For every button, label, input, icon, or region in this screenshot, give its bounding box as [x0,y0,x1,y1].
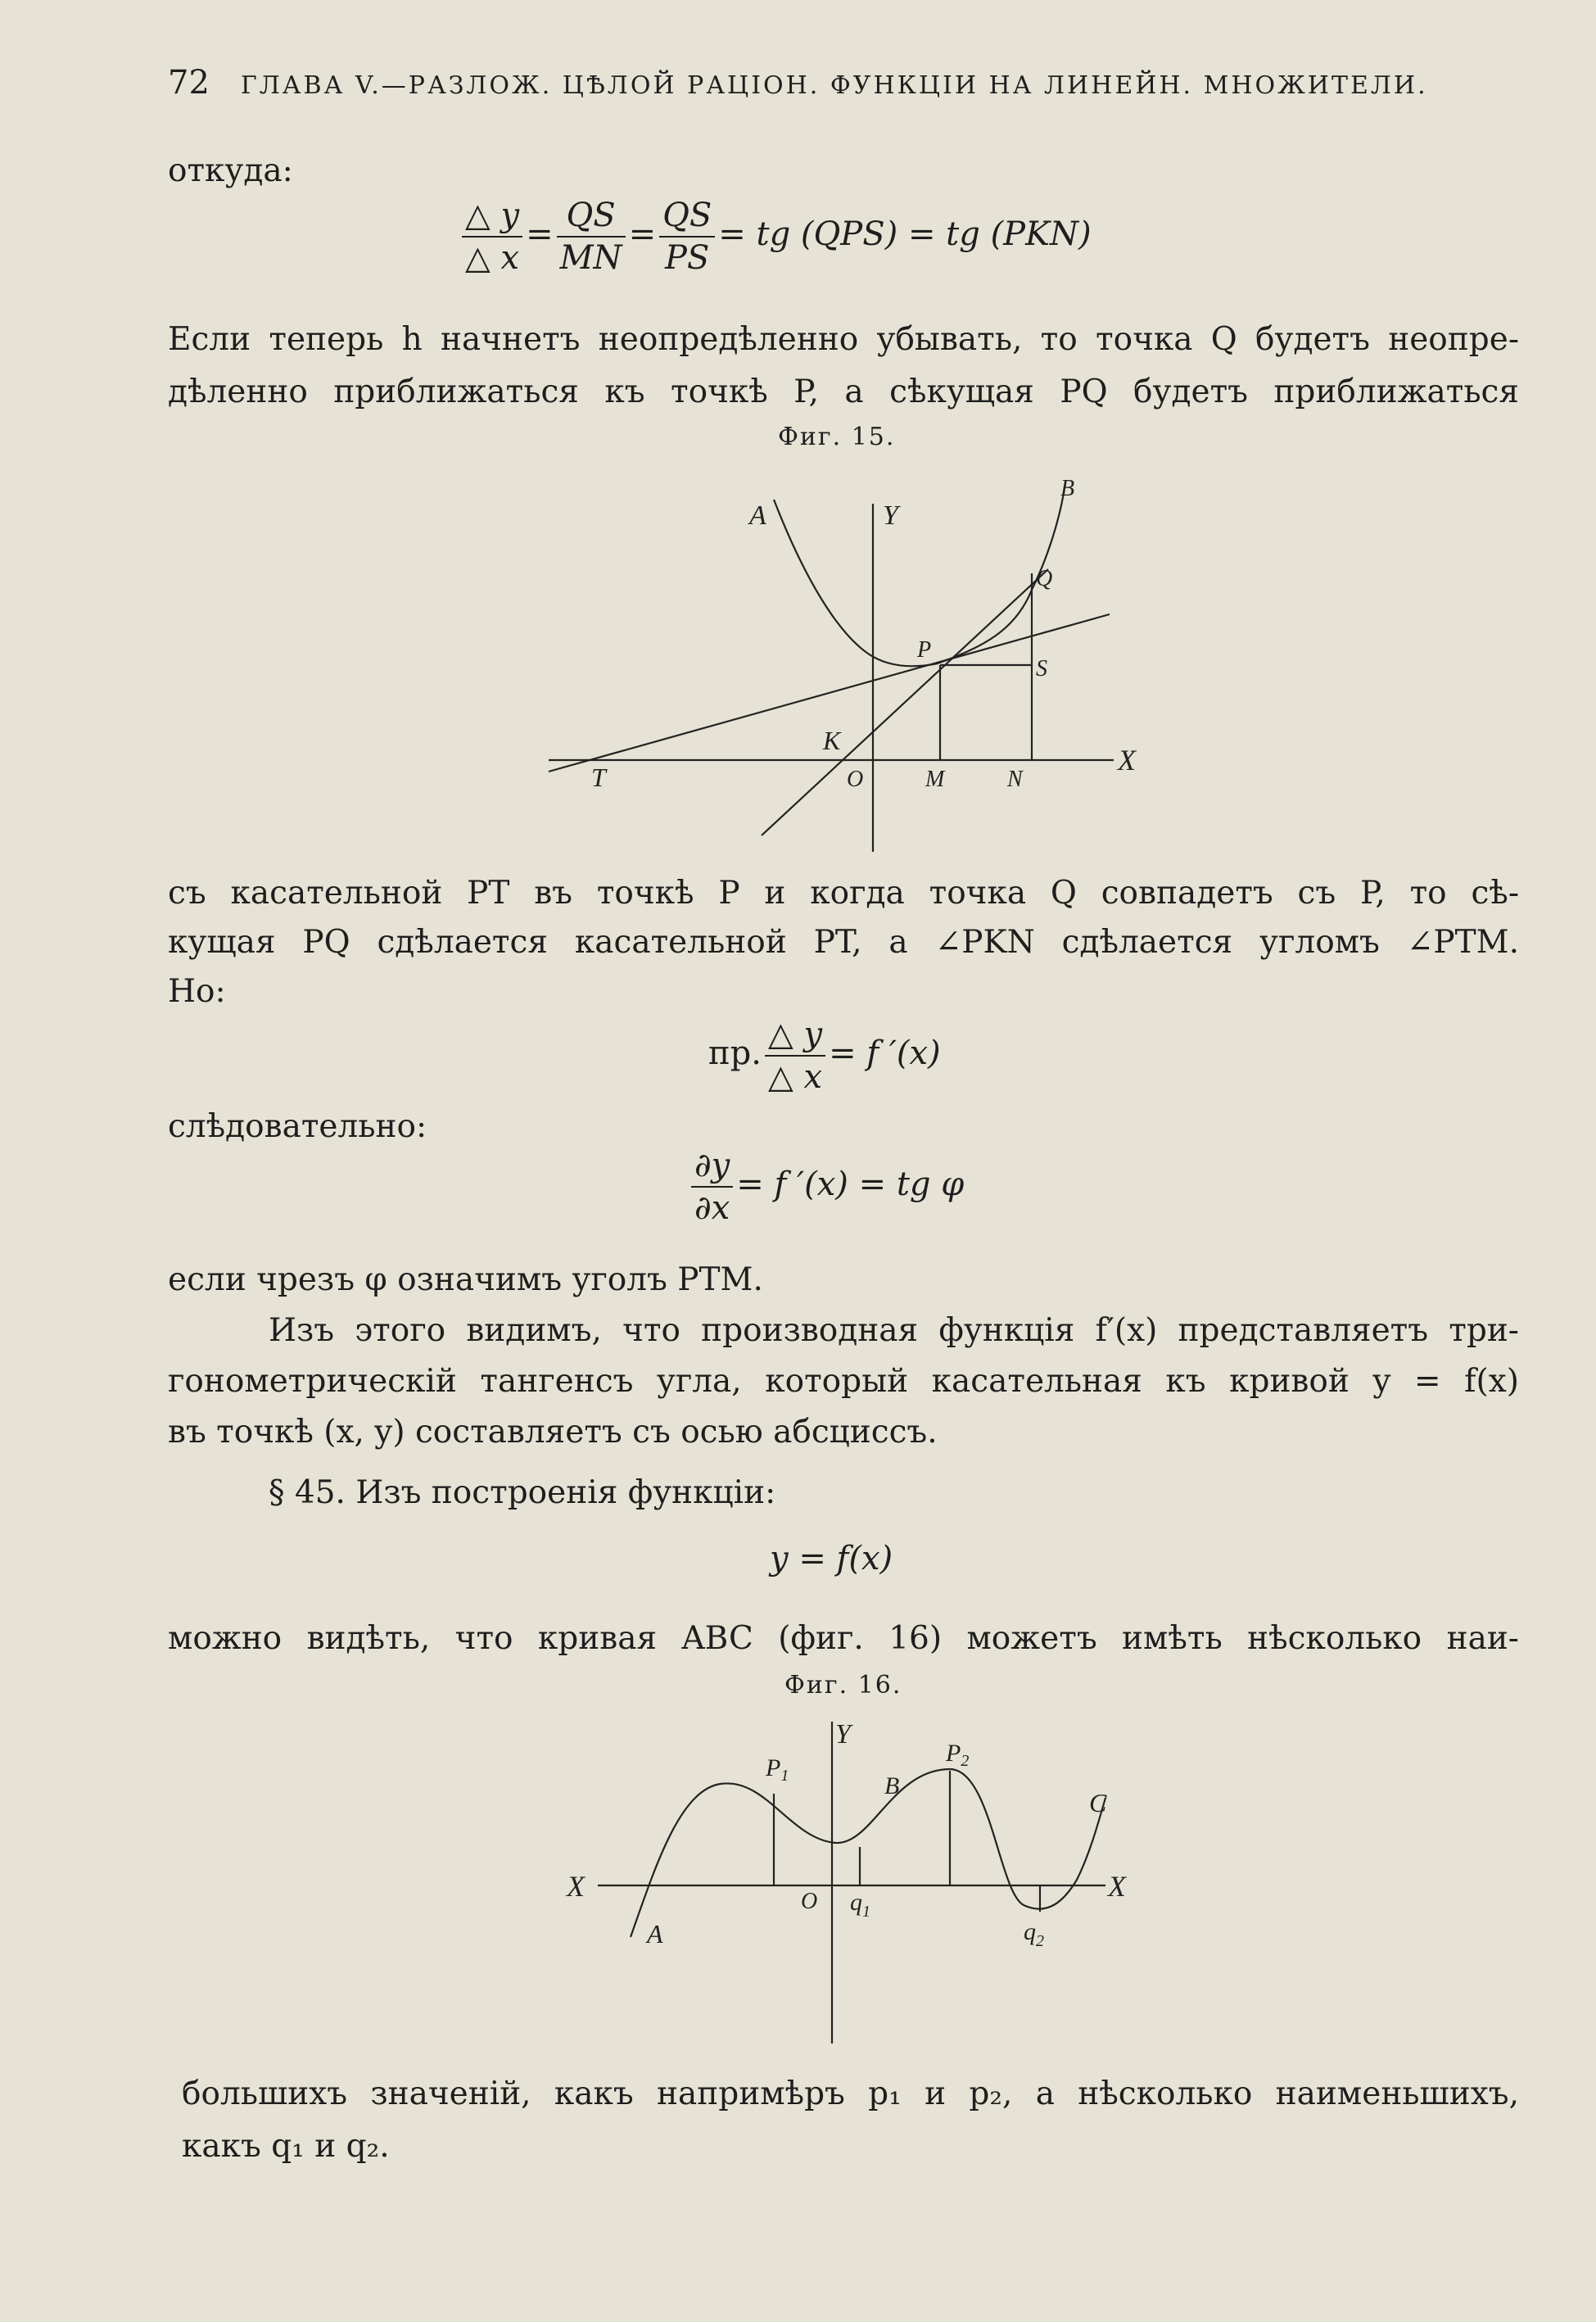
label-x-left: X [567,1870,585,1903]
paragraph-1-line-1: Если теперь h начнетъ неопредѣленно убывать, то точка Q будетъ неопре- [168,321,1519,358]
formula-limit: пр. $\frac{\triangle y}{\triangle x}$ = f ′(x) [708,1016,941,1096]
figure-15-caption: Фиг. 15. [778,423,896,451]
section-45-heading: § 45. Изъ построенія функціи: [269,1474,776,1511]
label-b: B [1060,476,1075,501]
fraction-limit-dy-dx: $\frac{\triangle y}{\triangle x}$ [765,1016,825,1096]
fraction-partial-dy-dx: $\frac{\partial y}{\partial x}$ [691,1147,733,1227]
label-p2: $P_2$ [946,1740,970,1770]
label-q: Q [1036,566,1053,591]
fraction-qs-mn: $\frac{QS}{MN}$ [557,197,626,277]
running-title: ГЛАВА V.—РАЗЛОЖ. ЦѢЛОЙ РАЦІОН. ФУНКЦІИ НА ЛИНЕЙН. МНОЖИТЕЛИ. [240,71,1428,100]
label-y: Y [835,1719,851,1749]
label-k: K [823,726,841,755]
paragraph-2-line-1: съ касательной PT въ точкѣ P и когда точка Q совпадетъ съ P, то сѣ- [168,875,1519,912]
text-sledovatelno: слѣдовательно: [168,1108,427,1145]
label-b: B [884,1772,900,1799]
label-a: A [749,500,766,531]
paragraph-3-line-3: въ точкѣ (x, y) составляетъ съ осью абсциссъ. [168,1414,938,1451]
fraction-qs-ps: $\frac{QS}{PS}$ [659,197,715,277]
label-n: N [1007,767,1023,792]
paragraph-3-line-1: Изъ этого видимъ, что производная функція f′(x) представляетъ три- [269,1312,1519,1349]
secant-line-pq [762,569,1048,835]
label-t: T [591,763,606,792]
label-p1: $P_1$ [766,1754,789,1785]
label-x-right: X [1108,1870,1126,1903]
text-otkuda: откуда: [168,152,293,189]
paragraph-2-line-2: кущая PQ сдѣлается касательной PT, а ∠PKN сдѣлается угломъ ∠PTM. [168,924,1519,961]
figure-15-tangent-diagram [524,467,1136,860]
formula-y-fx: y = f(x) [770,1540,893,1577]
label-s: S [1036,656,1047,681]
paragraph-5-line-1: большихъ значеній, какъ напримѣръ p₁ и p₂, а нѣсколько наименьшихъ, [182,2075,1519,2112]
label-a: A [647,1919,663,1949]
label-o: O [801,1889,818,1914]
label-y: Y [883,500,898,531]
paragraph-4-line-1: можно видѣть, что кривая ABC (фиг. 16) можетъ имѣть нѣсколько наи- [168,1620,1519,1657]
formula-derivative: $\frac{\partial y}{\partial x}$ = f ′(x) = tg φ [688,1147,964,1227]
text-no: Но: [168,973,226,1010]
page-number: 72 [168,64,210,102]
label-m: M [925,767,945,792]
running-header [168,64,1445,102]
paragraph-3-line-2: гонометрическій тангенсъ угла, который касательная къ кривой y = f(x) [168,1363,1519,1400]
figure-16-extrema-diagram [565,1712,1155,2056]
label-q1: $q_1$ [850,1889,870,1921]
label-p: P [917,637,932,663]
figure-16-caption: Фиг. 16. [784,1671,902,1700]
formula-difference-quotient: $\frac{\triangle y}{\triangle x}$ = $\frac{QS}{MN}$ = $\frac{QS}{PS}$ = tg (QPS) = tg (PKN) [459,197,1092,277]
fraction-dy-dx: $\frac{\triangle y}{\triangle x}$ [462,197,522,277]
label-o: O [847,767,864,792]
label-q2: $q_2$ [1024,1918,1044,1950]
label-x: X [1118,744,1136,776]
paragraph-1-line-2: дѣленно приближаться къ точкѣ P, а сѣкущая PQ будетъ приближаться [168,373,1519,410]
paragraph-5-line-2: какъ q₁ и q₂. [182,2128,390,2165]
text-esli-chrez: если чрезъ φ означимъ уголъ PTM. [168,1261,763,1298]
label-c: C [1089,1788,1107,1817]
